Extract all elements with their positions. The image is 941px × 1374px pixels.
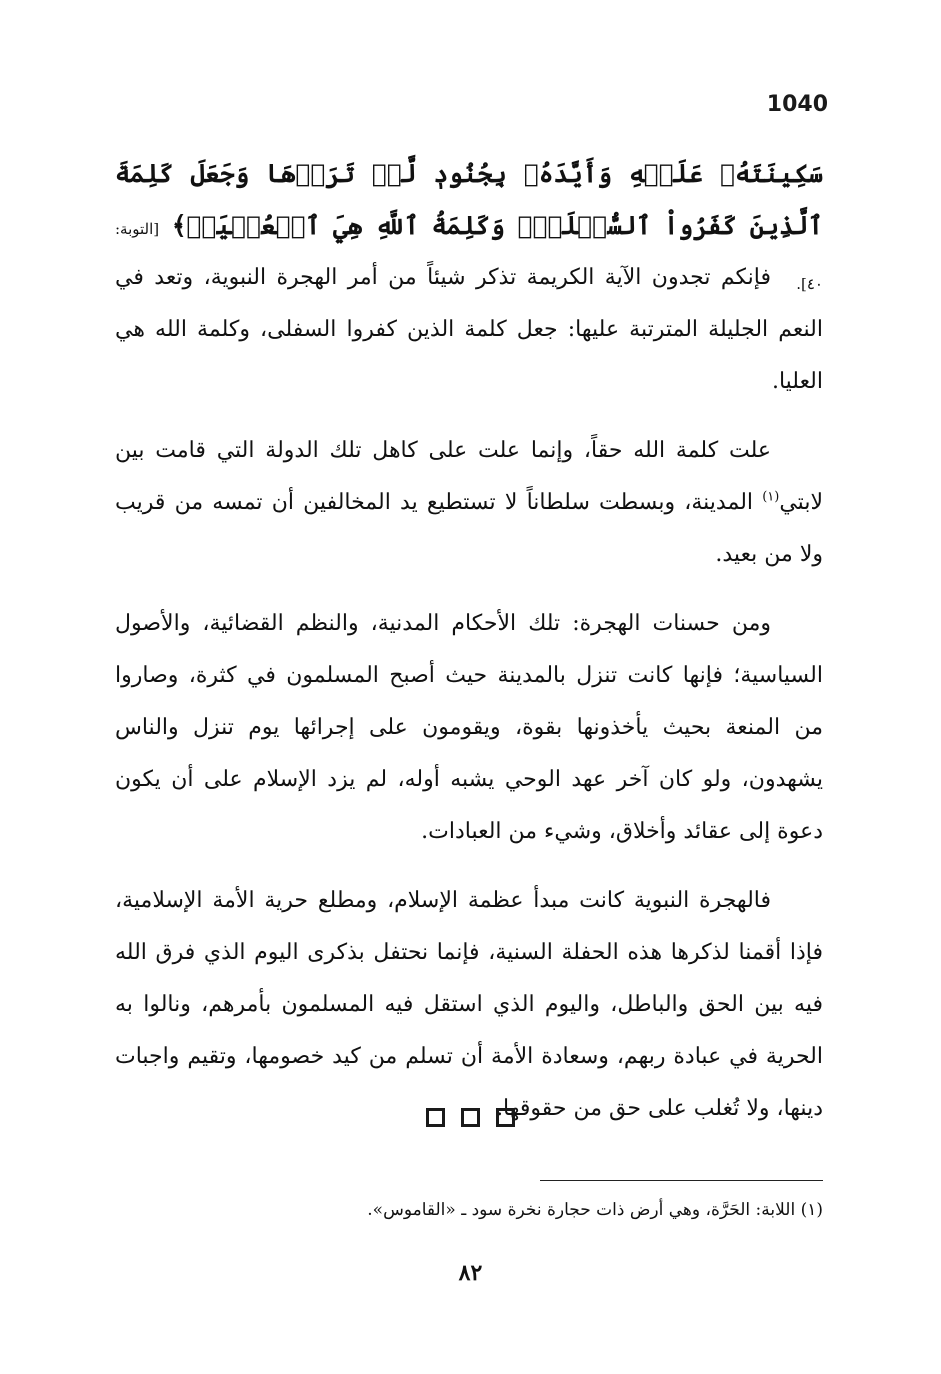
paragraph-2: [115, 425, 823, 581]
separator-square-icon: [426, 1108, 445, 1127]
page-number-top: 1040: [766, 92, 828, 117]
paragraph-4: فالهجرة النبوية كانت مبدأ عظمة الإسلام، ومطلع حرية الأمة الإسلامية، فإذا أقمنا لذكرها هذه الحفلة السنية، فإنما نحتفل بذكرى اليوم الذي فرق الله فيه بين الحق والباطل، واليوم الذي استقل فيه المسلمون بأمرهم، ونالوا به الحرية في عبادة ربهم، وسعادة الأمة أن تسلم من كيد خصومها، وتقيم واجبات دينها، ولا تُغلب على حق من حقوقها.: [115, 888, 823, 1121]
paragraph-2-text-before: علت كلمة الله حقاً، وإنما علت على كاهل تلك الدولة التي قامت بين لابتي: [115, 438, 823, 515]
separator-square-icon: [461, 1108, 480, 1127]
separator-square-icon: [496, 1108, 515, 1127]
page-number-bottom: ٨٢: [458, 1260, 483, 1286]
verse-reference: [التوبة: ٤٠].: [115, 220, 823, 293]
footnote-marker: (١): [762, 489, 780, 505]
paragraph-1: فإنكم تجدون الآية الكريمة تذكر شيئاً من أمر الهجرة النبوية، وتعد في النعم الجليلة المترتبة عليها: جعل كلمة الذين كفروا السفلى، وكلمة الله هي العليا.: [115, 265, 823, 394]
paragraph-3: ومن حسنات الهجرة: تلك الأحكام المدنية، والنظم القضائية، والأصول السياسية؛ فإنها كانت تنزل بالمدينة حيث أصبح المسلمون في كثرة، وصاروا من المنعة بحيث يأخذونها بقوة، ويقومون على إجرائها يوم تنزل والناس يشهدون، ولو كان آخر عهد الوحي يشبه أوله، لم يزد الإسلام على أن يكون دعوة إلى عقائد وأخلاق، وشيء من العبادات.: [115, 611, 824, 844]
paragraph-2-text-after: المدينة، وبسطت سلطاناً لا تستطيع يد المخالفين أن تمسه من قريب ولا من بعيد.: [115, 490, 823, 567]
footnote: (١) اللابة: الحَرَّة، وهي أرض ذات حجارة نخرة سود ـ «القاموس».: [367, 1200, 823, 1220]
verse-text: سَكِينَتَهُۥ عَلَيۡهِ وَأَيَّدَهُۥ بِجُنُودٖ لَّمۡ تَرَوۡهَا وَجَعَلَ كَلِمَةَ ٱلَّذِينَ كَفَرُواْ ٱلسُّفۡلَىٰۗ وَكَلِمَةُ ٱللَّهِ هِيَ ٱلۡعُلۡيَاۗ﴾: [115, 159, 823, 240]
section-separator: [0, 1108, 941, 1127]
footnote-divider: [540, 1180, 823, 1181]
body-text: [115, 252, 823, 1152]
